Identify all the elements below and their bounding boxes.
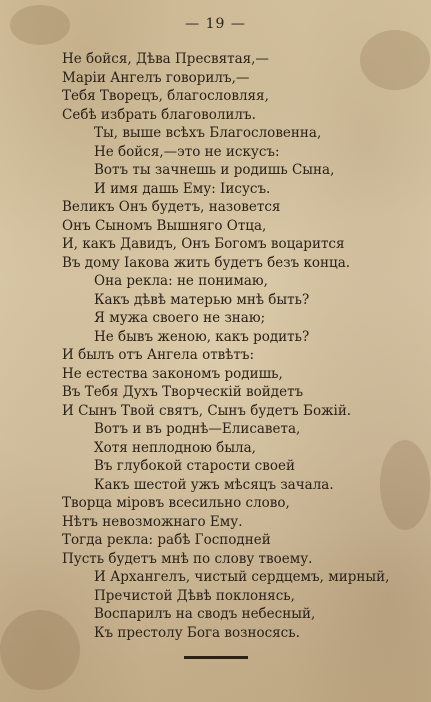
paper-stain bbox=[380, 440, 430, 530]
poem-line: Не бойся,—это не искусъ: bbox=[94, 143, 280, 160]
poem-line: Какъ дѣвѣ матерью мнѣ быть? bbox=[94, 291, 310, 308]
poem-line: Маріи Ангелъ говорилъ,— bbox=[62, 69, 250, 86]
poem-line: Въ Тебя Духъ Творческій войдетъ bbox=[62, 384, 304, 400]
poem-line: Къ престолу Бога возносясь. bbox=[94, 624, 300, 641]
poem-line: И, какъ Давидъ, Онъ Богомъ воцарится bbox=[62, 236, 345, 252]
poem-line: Какъ шестой ужъ мѣсяцъ зачала. bbox=[94, 476, 334, 493]
poem-line: Онъ Сыномъ Вышняго Отца, bbox=[62, 217, 267, 234]
poem-line: И былъ отъ Ангела отвѣтъ: bbox=[62, 347, 255, 363]
poem-line: Тебя Творецъ, благословляя, bbox=[62, 88, 269, 104]
poem-line: Воспарилъ на сводъ небесный, bbox=[94, 606, 316, 622]
closing-rule bbox=[184, 656, 248, 659]
poem-line: Великъ Онъ будетъ, назовется bbox=[62, 199, 281, 215]
poem-line: Вотъ ты зачнешь и родишь Сына, bbox=[94, 162, 335, 178]
poem-line: И имя дашь Ему: Іисусъ. bbox=[94, 180, 271, 197]
poem-line: Себѣ избрать благоволилъ. bbox=[62, 106, 256, 123]
poem-line: Пусть будетъ мнѣ по слову твоему. bbox=[62, 550, 313, 567]
poem-line: Творца міровъ всесильно слово, bbox=[62, 495, 290, 511]
paper-stain bbox=[0, 610, 80, 690]
poem-line: Въ глубокой старости своей bbox=[94, 458, 295, 474]
poem-line: Ты, выше всѣхъ Благословенна, bbox=[94, 125, 322, 141]
poem-line: Не естества закономъ родишь, bbox=[62, 365, 283, 382]
poem-line: И Архангелъ, чистый сердцемъ, мирный, bbox=[94, 569, 390, 585]
poem-line: Я мужа своего не знаю; bbox=[94, 310, 266, 326]
poem-line: Въ дому Іакова жить будетъ безъ конца. bbox=[62, 254, 351, 271]
poem-line: Не бойся, Дѣва Пресвятая,— bbox=[62, 51, 269, 67]
poem-line: Нѣтъ невозможнаго Ему. bbox=[62, 513, 243, 530]
poem-line: Вотъ и въ роднѣ—Елисавета, bbox=[94, 421, 301, 437]
poem-line: Не бывъ женою, какъ родить? bbox=[94, 328, 310, 345]
poem-line: Пречистой Дѣвѣ поклонясь, bbox=[94, 587, 295, 604]
poem-line: Она рекла: не понимаю, bbox=[94, 273, 268, 289]
page-number: — 19 — bbox=[185, 16, 246, 32]
poem-line: И Сынъ Твой святъ, Сынъ будетъ Божій. bbox=[62, 402, 352, 419]
poem-line: Тогда рекла: рабѣ Господней bbox=[62, 532, 271, 548]
paper-stain bbox=[360, 30, 430, 90]
poem-line: Хотя неплодною была, bbox=[94, 439, 256, 456]
